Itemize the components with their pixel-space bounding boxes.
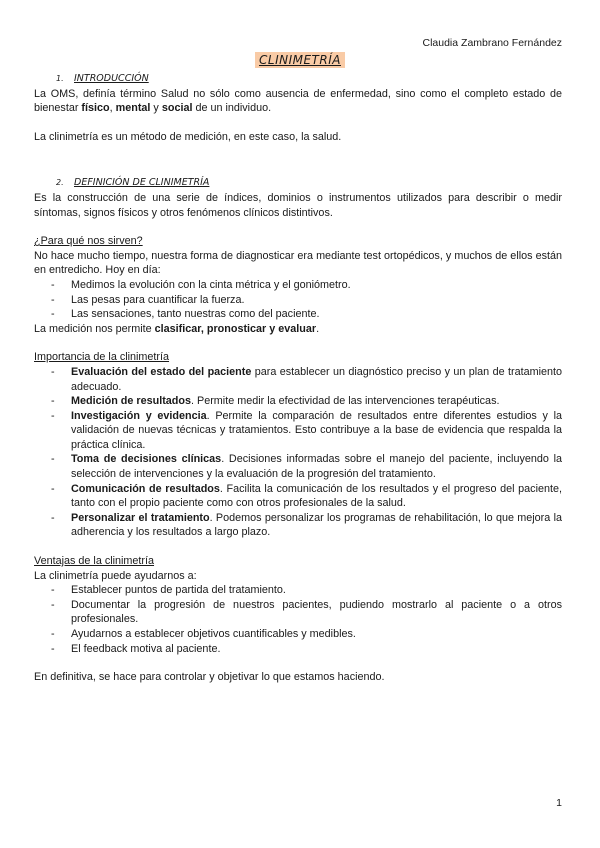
item-bold: Investigación y evidencia xyxy=(71,409,207,422)
section-title: INTRODUCCIÓN xyxy=(74,73,149,84)
list-item xyxy=(34,365,562,394)
list-item: - Establecer puntos de partida del tratamiento. xyxy=(34,583,562,598)
bold-term-mental: mental xyxy=(115,102,151,115)
list-item xyxy=(34,394,562,409)
list-item: - Ayudarnos a establecer objetivos cuantificables y medibles. xyxy=(34,627,562,642)
subheading-importance: Importancia de la clinimetría xyxy=(34,351,170,364)
bold-term-fisico: físico xyxy=(81,102,110,115)
bold-term-social: social xyxy=(161,102,193,115)
intro-paragraph-1 xyxy=(34,87,562,116)
subheading-purpose: ¿Para qué nos sirven? xyxy=(34,235,143,248)
item-bold: Toma de decisiones clínicas xyxy=(71,453,222,466)
item-text: . Permite la comparación de resultados entre diferentes estudios y la validación de nuevas técnicas y tratamientos. Esto contribuye a la base de evidencia que respalda la práctica clínica. xyxy=(71,409,563,451)
conclusion-paragraph: En definitiva, se hace para controlar y objetivar lo que estamos haciendo. xyxy=(34,671,385,684)
item-text: . Facilita la comunicación de los resultados y el progreso del paciente, tanto con el propio paciente como con otros profesionales de la salud. xyxy=(71,482,562,510)
item-text: . Podemos personalizar los programas de rehabilitación, lo que mejora la adherencia y los resultados a largo plazo. xyxy=(71,511,562,539)
item-bold: Comunicación de resultados xyxy=(71,482,220,495)
intro-paragraph-2: La clinimetría es un método de medición, en este caso, la salud. xyxy=(34,130,342,143)
importance-list xyxy=(34,365,562,540)
document-title: CLINIMETRÍA xyxy=(255,52,345,68)
list-item: - El feedback motiva al paciente. xyxy=(34,642,562,657)
purpose-paragraph: No hace mucho tiempo, nuestra forma de diagnosticar era mediante test ortopédicos, y muchos de ellos están en entredicho. Hoy en día: xyxy=(34,249,562,277)
purpose-list xyxy=(34,278,562,322)
advantages-list xyxy=(34,583,562,656)
text-run: . xyxy=(316,322,320,335)
subheading-advantages: Ventajas de la clinimetría xyxy=(34,555,155,568)
section-heading-definition xyxy=(34,176,562,191)
text-run: y xyxy=(150,102,162,115)
section-title: DEFINICIÓN DE CLINIMETRÍA xyxy=(74,177,210,189)
section-number: 2. xyxy=(56,178,64,188)
item-text: . Decisiones informadas sobre el manejo del paciente, incluyendo la selección de intervenciones y la evaluación de la progresión del tratamiento. xyxy=(71,453,562,481)
author-name: Claudia Zambrano Fernández xyxy=(422,37,562,49)
list-item xyxy=(34,482,562,511)
section-number: 1. xyxy=(56,74,64,83)
title-block xyxy=(0,51,600,69)
page-number: 1 xyxy=(556,797,562,809)
list-item: - Documentar la progresión de nuestros pacientes, pudiendo mostrarlo al paciente o a otros profesionales. xyxy=(34,598,562,627)
list-item xyxy=(34,409,562,453)
list-item xyxy=(34,452,562,481)
text-run: La OMS, definía término Salud no sólo como ausencia de enfermedad, sino como el completo estado de bienestar xyxy=(34,87,562,115)
text-run: La medición nos permite xyxy=(34,322,155,335)
purpose-closing xyxy=(34,322,562,337)
text-run: de un individuo. xyxy=(192,102,272,115)
list-item: - Las sensaciones, tanto nuestras como del paciente. xyxy=(34,307,562,322)
item-bold: Medición de resultados xyxy=(71,395,191,408)
item-text: para establecer un diagnóstico preciso y un plan de tratamiento adecuado. xyxy=(71,365,562,393)
text-run: , xyxy=(109,102,116,115)
list-item xyxy=(34,511,562,540)
item-text: . Permite medir la efectividad de las intervenciones terapéuticas. xyxy=(191,395,500,408)
list-item: - Las pesas para cuantificar la fuerza. xyxy=(34,293,562,308)
document-body xyxy=(34,72,562,685)
list-item: - Medimos la evolución con la cinta métrica y el goniómetro. xyxy=(34,278,562,293)
item-bold: Personalizar el tratamiento xyxy=(71,511,210,524)
advantages-intro: La clinimetría puede ayudarnos a: xyxy=(34,569,197,582)
definition-paragraph: Es la construcción de una serie de índices, dominios o instrumentos utilizados para describir o medir síntomas, signos físicos y otros fenómenos clínicos distintivos. xyxy=(34,191,562,219)
item-bold: Evaluación del estado del paciente xyxy=(71,365,252,378)
section-heading-intro xyxy=(34,72,562,87)
bold-phrase: clasificar, pronosticar y evaluar xyxy=(154,322,317,335)
